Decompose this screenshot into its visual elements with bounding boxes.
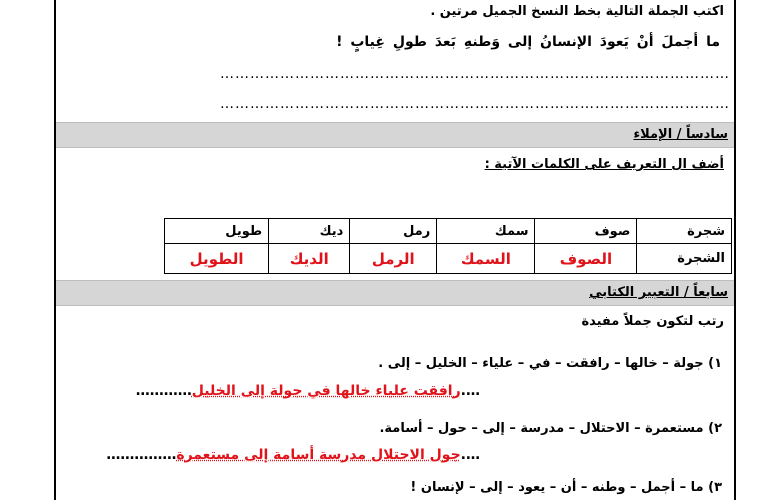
answer-cell: السمك	[437, 244, 535, 274]
answer-cell: الطويل	[165, 244, 269, 274]
answer-dots: ….	[460, 447, 480, 463]
section-band-writing	[56, 280, 734, 306]
answer-cell: الشجرة	[637, 244, 732, 274]
answer-cell: الديك	[269, 244, 350, 274]
writing-line-2: …………………………………………………………………………………………	[220, 96, 730, 112]
answer-cell: الصوف	[535, 244, 637, 274]
word-cell: ديك	[269, 219, 350, 244]
page-border-right	[734, 0, 736, 500]
answer-dots: ….	[460, 383, 480, 399]
page-border-left	[54, 0, 56, 500]
writing-instruction: رتب لتكون جملاً مفيدة	[581, 314, 724, 329]
dictation-heading: سادساً / الإملاء	[633, 127, 728, 142]
table-row-answers	[165, 244, 732, 274]
writing-heading: سابعاً / التعبير الكتابي	[589, 285, 728, 300]
dictation-instruction: أضف ال التعريف على الكلمات الآتية :	[484, 157, 724, 172]
exercise-3-words: ٣) ما – أجمل – وطنه – أن – يعود – إلى – لإنسان !	[410, 480, 722, 495]
word-cell: سمك	[437, 219, 535, 244]
exercise-1-words: ١) جولة – خالها – رافقت – في – علياء – الخليل – إلى .	[378, 356, 722, 371]
word-cell: طويل	[165, 219, 269, 244]
word-cell: رمل	[350, 219, 437, 244]
answer-dots: …………	[135, 383, 192, 399]
exercise-2-answer-line	[106, 447, 480, 463]
writing-line-1: …………………………………………………………………………………………	[220, 66, 730, 82]
answer-cell: الرمل	[350, 244, 437, 274]
exercise-2-answer: جول الاحتلال مدرسة أسامة إلى مستعمرة	[176, 447, 461, 463]
words-table	[164, 218, 732, 274]
copy-instruction: اكتب الجملة التالية بخط النسخ الجميل مرتين .	[430, 4, 724, 19]
copy-sentence: ما أجملَ أنْ يَعودَ الإنسانُ إلى وَطنهِ بَعدَ طولِ غِيابٍ !	[336, 34, 720, 50]
exercise-2-words: ٢) مستعمرة – الاحتلال – مدرسة – إلى – حول – أسامة.	[379, 421, 722, 436]
section-band-dictation	[56, 122, 734, 148]
exercise-1-answer: رافقت علياء خالها في جولة إلى الخليل	[191, 383, 461, 399]
answer-dots: ……………	[106, 447, 177, 463]
table-row-words	[165, 219, 732, 244]
word-cell: صوف	[535, 219, 637, 244]
exercise-1-answer-line	[136, 383, 480, 399]
word-cell: شجرة	[637, 219, 732, 244]
